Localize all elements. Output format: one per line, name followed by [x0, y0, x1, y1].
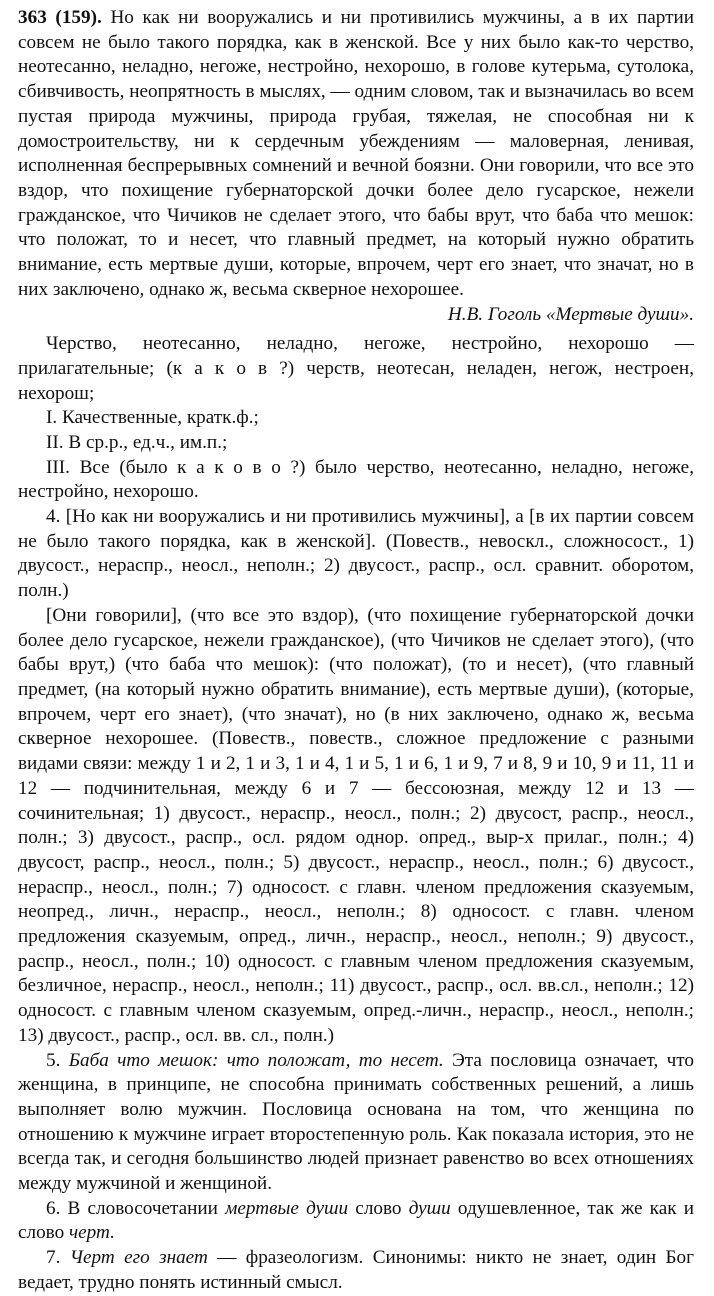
exercise-number: 363 (159). [18, 7, 102, 28]
p7-idiom: Черт его знает [69, 1247, 208, 1269]
p6-phrase: мертвые души [225, 1197, 349, 1219]
p7-number: 7. [46, 1247, 61, 1269]
analysis-paragraph-4: 4. [Но как ни вооружались и ни противились мужчины], а [в их партии совсем не было такого порядка, как в женской]. (Повеств., невоскл., сложносост., 1) двусост., нераспр., неосл., неполн.; 2) двусост., распр., осл. сравнит. оборотом, полн.) [18, 506, 694, 602]
exercise-paragraph [18, 6, 694, 302]
p6-word-2: черт. [69, 1222, 115, 1244]
analysis-paragraph-4b: [Они говорили], (что все это вздор), (что похищение губернаторской дочки более дело гусарское, нежели гражданское), (что Чичиков не сделает этого), (что бабы врут,) (что баба что мешок): (что положат), (то и несет), (что главный предмет, (на который нужно обратить внимание), есть мертвые души), (которые, впрочем, черт его знает), (что значат), но (в них заключено, однако ж, весьма скверное нехорошее. (Повеств., повеств., сложное предложение с разными видами связи: между 1 и 2, 1 и 3, 1 и 4, 1 и 5, 1 и 6, 1 и 9, 7 и 8, 9 и 10, 9 и 11, 11 и 12 — подчинительная, между 6 и 7 — бессоюзная, между 12 и 13 — сочинительная; 1) двусост., нераспр., неосл., полн.; 2) двусост, распр., неосл., полн.; 3) двусост., распр., осл. рядом однор. опред., выр-х прилаг., полн.; 4) двусост, распр., неосл., полн.; 5) двусост., нераспр., неосл., полн.; 6) двусост., нераспр., неосл., полн.; 7) односост. с главн. членом предложения сказуемым, неопред., личн., нераспр., неосл., неполн.; 8) односост. с главн. членом предложения сказуемым, опред., личн., нераспр., неосл., неполн.; 9) двусост., распр., неосл., полн.; 10) односост. с главным членом предложения сказуемым, безличное, нераспр., неосл., неполн.; 11) двусост., распр., осл. вв.сл., неполн.; 12) односост. с главным членом сказуемым, опред.-личн., нераспр., неосл., неполн.; 13) двусост., распр., осл. вв. сл., полн.) [18, 604, 694, 1046]
p7-text: — фразеологизм. Синонимы: никто не знает, один Бог ведает, трудно понять истинный смысл. [18, 1247, 695, 1293]
analysis-paragraph-1: Черство, неотесанно, неладно, негоже, нестройно, нехорошо — прилагательные; (к а к о в ?) черств, неотесан, неладен, негож, нестроен, нехорош; [18, 333, 694, 404]
analysis-item-ii: II. В ср.р., ед.ч., им.п.; [46, 431, 228, 453]
exercise-text: Но как ни вооружались и ни противились мужчины, а в их партии совсем не было такого порядка, как в женской. Все у них было как-то черство, неотесанно, неладно, негоже, нестройно, нехорошо, в голове кутерьма, сутолока, сбивчивость, неопрятность в мыслях, — одним словом, так и вызначилась во всем пустая природа мужчины, природа грубая, тяжелая, не способная ни к домостроительству, ни к сердечным убеждениям — маловерная, ленивая, исполненная беспрерывных сомнений и вечной боязни. Они говорили, что все это вздор, что похищение губернаторской дочки более дело гусарское, нежели гражданское, что Чичиков не сделает этого, что бабы врут, что баба что мешок: что положат, то и несет, что главный предмет, на который нужно обратить внимание, есть мертвые души, которые, впрочем, черт его знает, что значат, но в них заключено, однако ж, весьма скверное нехорошее. [18, 7, 695, 300]
p6-part-e: одушевленное, так же как и слово [18, 1197, 694, 1244]
source-attribution: Н.В. Гоголь «Мертвые души». [447, 304, 694, 326]
p5-proverb: Баба что мешок: что положат, то несет. [68, 1049, 444, 1071]
p6-part-a: 6. В словосочетании [46, 1197, 218, 1219]
analysis-item-i: I. Качественные, кратк.ф.; [46, 407, 259, 429]
analysis-paragraph-6 [18, 1197, 694, 1246]
analysis-paragraph-7 [18, 1246, 694, 1295]
analysis-item-iii: III. Все (было к а к о в о ?) было черство, неотесанно, неладно, негоже, нестройно, нехорошо. [18, 456, 694, 503]
p5-text: Эта пословица означает, что женщина, в принципе, не способна принимать собственных решений, а лишь выполняет волю мужчин. Пословица основана на том, что женщина по отношению к мужчине играет второстепенную роль. Как показала история, это не всегда так, и сегодня большинство людей признает равенство во всех отношениях между мужчиной и женщиной. [18, 1049, 694, 1195]
p5-number: 5. [46, 1049, 61, 1071]
p6-part-c: слово [355, 1197, 402, 1219]
p6-word: души [408, 1197, 451, 1219]
analysis-paragraph-5 [18, 1049, 694, 1197]
